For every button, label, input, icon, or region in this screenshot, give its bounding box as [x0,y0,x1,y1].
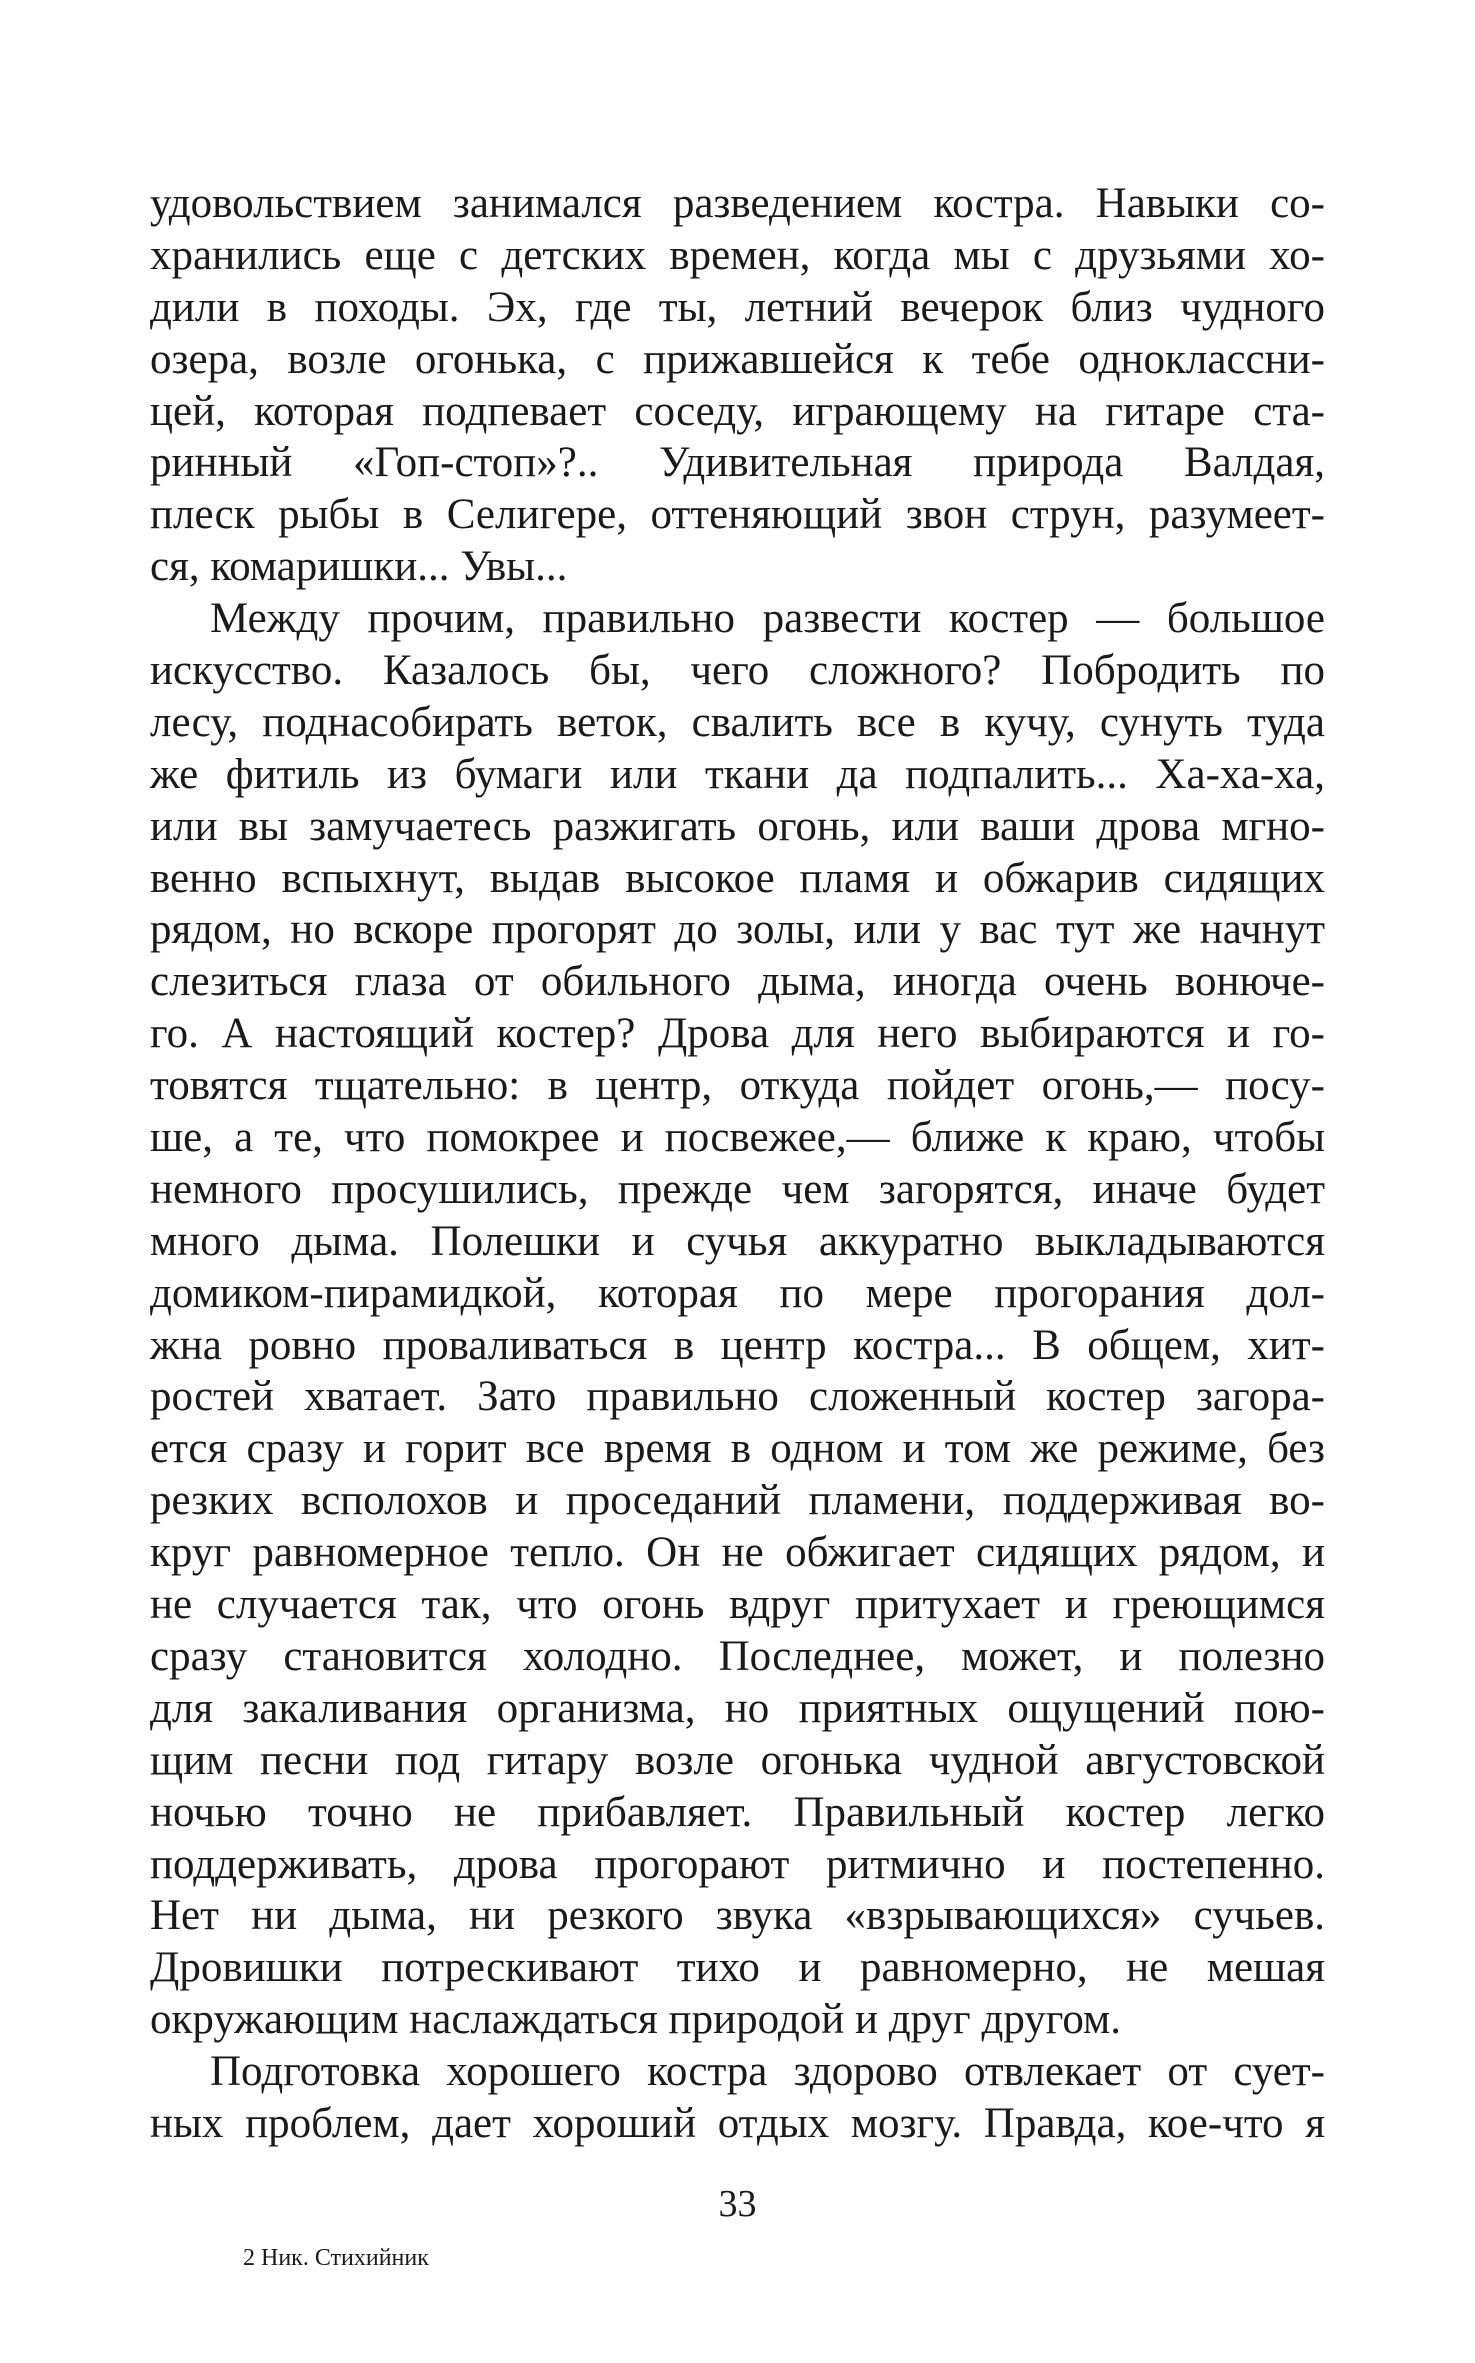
text-line: ринный «Гоп-стоп»?.. Удивительная природа Валдая, [150,439,1325,487]
text-line: домиком-пирамидкой, которая по мере прогорания дол- [150,1269,1325,1317]
text-line: Подготовка хорошего костра здорово отвлекает от сует- [210,2048,1325,2096]
text-line: ше, а те, что помокрее и посвежее,— ближе к краю, чтобы [150,1114,1325,1162]
text-line: рядом, но вскоре прогорят до золы, или у вас тут же начнут [150,906,1325,954]
text-line: жна ровно проваливаться в центр костра... В общем, хит- [150,1321,1325,1369]
text-line: плеск рыбы в Селигере, оттеняющий звон струн, разумеет- [150,491,1325,539]
text-line: же фитиль из бумаги или ткани да подпалить... Ха-ха-ха, [150,750,1325,798]
text-line: хранились еще с детских времен, когда мы с друзьями хо- [150,231,1325,279]
text-line: ся, комаришки... Увы... [150,543,568,591]
text-line: искусство. Казалось бы, чего сложного? Побродить по [150,647,1325,695]
text-line: поддерживать, дрова прогорают ритмично и постепенно. [150,1840,1325,1888]
text-line: Нет ни дыма, ни резкого звука «взрывающихся» сучьев. [150,1892,1325,1940]
text-line: цей, которая подпевает соседу, играющему на гитаре ста- [150,387,1325,435]
text-line: немного просушились, прежде чем загорятся, иначе будет [150,1165,1325,1213]
text-line: венно вспыхнут, выдав высокое пламя и обжарив сидящих [150,854,1325,902]
page-number: 33 [718,2183,757,2225]
text-line: ночью точно не прибавляет. Правильный костер легко [150,1788,1325,1836]
text-line: слезиться глаза от обильного дыма, иногда очень вонюче- [150,958,1325,1006]
text-line: го. А настоящий костер? Дрова для него выбираются и го- [150,1010,1325,1058]
text-line: окружающим наслаждаться природой и друг другом. [150,1996,1121,2044]
text-line: не случается так, что огонь вдруг притухает и греющимся [150,1581,1325,1629]
text-line: ется сразу и горит все время в одном и том же режиме, без [150,1425,1325,1473]
text-line: сразу становится холодно. Последнее, может, и полезно [150,1632,1325,1680]
text-line: товятся тщательно: в центр, откуда пойдет огонь,— посу- [150,1062,1325,1110]
text-line: Дровишки потрескивают тихо и равномерно, не мешая [150,1944,1325,1992]
text-line: круг равномерное тепло. Он не обжигает сидящих рядом, и [150,1529,1325,1577]
body-text [150,178,1325,2150]
printer-signature-mark: 2 Ник. Стихийник [243,2245,429,2271]
text-line: озера, возле огонька, с прижавшейся к тебе одноклассни- [150,335,1325,383]
text-line: много дыма. Полешки и сучья аккуратно выкладываются [150,1217,1325,1265]
text-line: щим песни под гитару возле огонька чудной августовской [150,1736,1325,1784]
text-line: дили в походы. Эх, где ты, летний вечерок близ чудного [150,283,1325,331]
text-line: ростей хватает. Зато правильно сложенный костер загора- [150,1373,1325,1421]
text-line: ных проблем, дает хороший отдых мозгу. Правда, кое-что я [150,2099,1325,2147]
text-line: удовольствием занимался разведением костра. Навыки со- [150,180,1325,227]
text-line: резких всполохов и проседаний пламени, поддерживая во- [150,1477,1325,1525]
text-line: лесу, поднасобирать веток, свалить все в кучу, сунуть туда [150,698,1325,746]
text-line: Между прочим, правильно развести костер — большое [210,595,1325,643]
text-line: для закаливания организма, но приятных ощущений пою- [150,1684,1325,1732]
text-line: или вы замучаетесь разжигать огонь, или ваши дрова мгно- [150,802,1325,850]
